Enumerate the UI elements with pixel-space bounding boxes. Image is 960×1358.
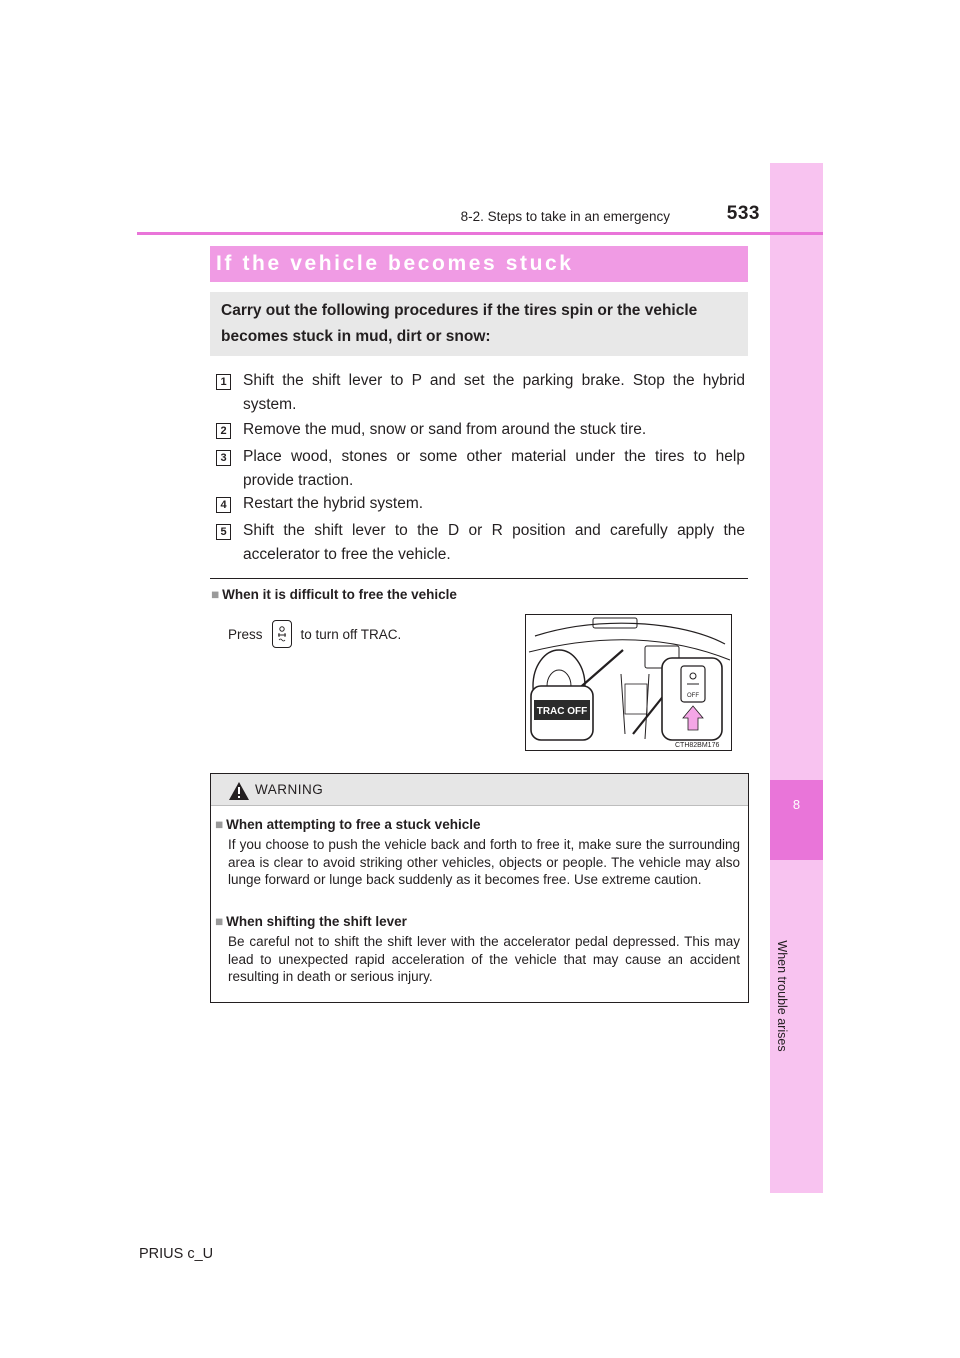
step-badge-3: 3 [216,450,231,466]
warning-label: WARNING [255,782,324,797]
intro-box [210,292,748,356]
section-divider [210,578,748,579]
warning-item-heading-text-2: When shifting the shift lever [226,914,407,929]
step-badge-5: 5 [216,524,231,540]
press-instruction [228,620,401,648]
warning-item-body-2: Be careful not to shift the shift lever with the accelerator pedal depressed. This may lead to unexpected rapid acceleration of the vehicle that may cause an accident resulting in death or serious injury. [228,934,740,984]
header-rule [137,232,823,235]
step-text-3: Place wood, stones or some other material under the tires to help provide traction. [243,448,745,489]
intro-text: Carry out the following procedures if the tires spin or the vehicle becomes stuck in mud, dirt or snow: [221,302,698,345]
press-after-text: to turn off TRAC. [300,626,402,642]
trac-off-display-text: TRAC OFF [536,706,588,717]
sub-heading-text: When it is difficult to free the vehicle [222,587,457,602]
warning-item-body-1: If you choose to push the vehicle back and forth to free it, make sure the surrounding area is clear to avoid striking other vehicles, objects or people. The vehicle may also lunge forward or lunge back suddenly as it becomes free. Use extreme caution. [228,837,740,887]
step-badge-2: 2 [216,423,231,439]
chapter-tab-active [770,780,823,860]
step-text-1: Shift the shift lever to P and set the parking brake. Stop the hybrid system. [243,372,745,413]
section-header: 8-2. Steps to take in an emergency [460,209,670,224]
warning-item-heading-text-1: When attempting to free a stuck vehicle [226,817,481,832]
step-badge-4: 4 [216,497,231,513]
chapter-label: When trouble arises [775,940,789,1052]
warning-item-heading-2 [215,914,407,929]
illustration-code: CTH82BM176 [675,742,720,749]
trac-off-switch-icon [272,620,292,648]
square-bullet-icon: ■ [215,817,224,832]
off-button-text: OFF [687,693,699,699]
step-text-2: Remove the mud, snow or sand from around the stuck tire. [243,421,647,438]
square-bullet-icon: ■ [215,914,224,929]
step-text-5: Shift the shift lever to the D or R position and carefully apply the accelerator to free the vehicle. [243,522,745,563]
chapter-number: 8 [792,797,801,812]
press-before-text: Press [228,626,263,642]
sub-heading [211,587,457,602]
step-badge-1: 1 [216,374,231,390]
warning-triangle-icon [228,781,250,806]
trac-off-illustration [525,614,732,751]
footer-model: PRIUS c_U [139,1246,214,1262]
page-number: 533 [726,203,760,224]
step-text-4: Restart the hybrid system. [243,495,424,512]
square-bullet-icon: ■ [211,587,220,602]
warning-item-heading-1 [215,817,480,832]
page-title: If the vehicle becomes stuck [210,246,748,282]
